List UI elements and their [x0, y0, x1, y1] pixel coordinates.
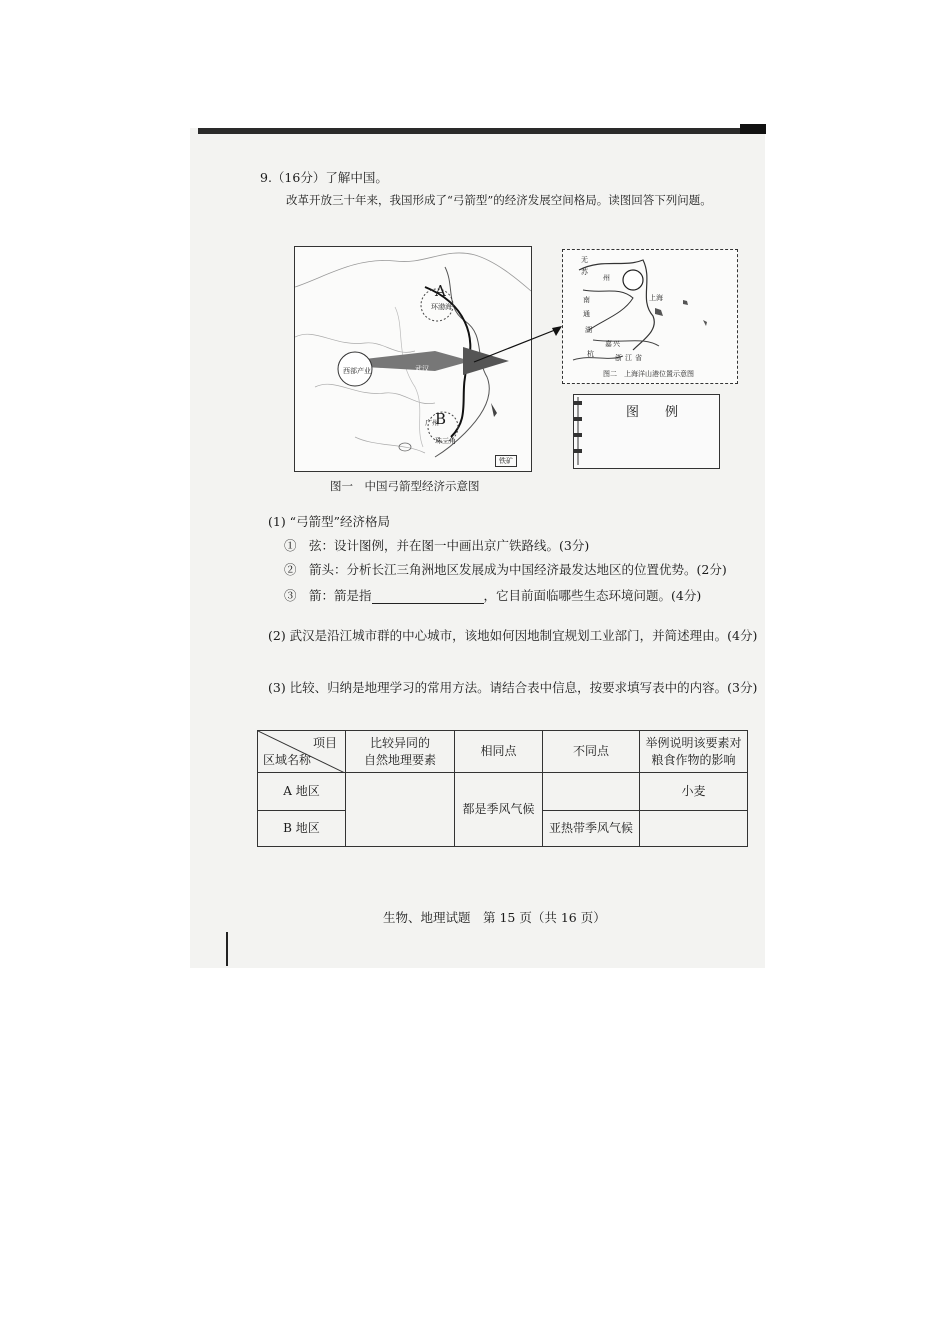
figure2-map — [562, 249, 738, 384]
corner-bottom: 区域名称 — [263, 753, 312, 767]
m2-l7: 杭 — [587, 350, 594, 358]
col-header-diff: 不同点 — [543, 731, 640, 773]
cell-effect-b-answer[interactable] — [640, 811, 748, 847]
answer-table — [257, 730, 748, 847]
scan-edge-top — [198, 128, 765, 134]
col-header-effect — [640, 731, 748, 773]
legend-binding — [572, 397, 584, 467]
col4-line2: 粮食作物的影响 — [651, 752, 736, 767]
m2-l6: 湖 — [585, 326, 592, 334]
label-mine: 铁矿 — [495, 455, 517, 467]
label-a: A — [435, 282, 446, 300]
label-b: B — [435, 410, 447, 428]
figure2-caption: 图二 上海洋山港位置示意图 — [603, 370, 694, 378]
m2-l9: 兴 — [613, 340, 620, 348]
part1-item3-lead: ③ 箭：箭是指 — [284, 588, 372, 603]
cell-effect-a: 小麦 — [640, 773, 748, 811]
cell-elements-answer[interactable] — [346, 773, 455, 847]
m2-l12: 省 — [635, 354, 642, 362]
part1-item3-tail: ，它目前面临哪些生态环境问题。(4分) — [483, 588, 702, 603]
question-title: 9.（16分）了解中国。 — [260, 170, 388, 185]
part1-item2: ② 箭头：分析长江三角洲地区发展成为中国经济最发达地区的位置优势。(2分) — [284, 562, 727, 577]
m2-l10: 浙 — [615, 354, 622, 362]
page-footer: 生物、地理试题 第 15 页（共 16 页） — [383, 910, 606, 925]
m2-l4: 通 — [583, 310, 590, 318]
link-arrow — [470, 318, 570, 368]
label-prd: 珠三角 — [435, 437, 456, 445]
col4-line1: 举例说明该要素对 — [645, 735, 742, 750]
scan-edge-corner — [740, 124, 766, 134]
question-intro: 改革开放三十年来，我国形成了“弓箭型”的经济发展空间格局。读图回答下列问题。 — [286, 193, 712, 207]
figure1-caption: 图一 中国弓箭型经济示意图 — [330, 479, 480, 493]
label-bohai: 环渤海 — [431, 303, 452, 311]
label-west: 西部产业 — [343, 367, 371, 375]
part1-item3 — [284, 588, 701, 604]
m2-l8: 嘉 — [605, 340, 612, 348]
col-header-same: 相同点 — [455, 731, 543, 773]
col-header-elements — [346, 731, 455, 773]
m2-l2: 苏 — [581, 268, 588, 276]
scan-edge-left — [226, 932, 228, 966]
row-a-label: A 地区 — [258, 773, 346, 811]
cell-diff-b: 亚热带季风气候 — [543, 811, 640, 847]
part1-heading: (1) “弓箭型”经济格局 — [268, 514, 390, 529]
col1-line1: 比较异同的 — [369, 735, 430, 750]
part1-item1: ① 弦：设计图例，并在图一中画出京广铁路线。(3分) — [284, 538, 590, 553]
cell-same: 都是季风气候 — [455, 773, 543, 847]
part3-text: (3) 比较、归纳是地理学习的常用方法。请结合表中信息，按要求填写表中的内容。(3分) — [268, 680, 758, 695]
corner-top: 项目 — [312, 736, 337, 750]
label-guangzhou: 广州 — [425, 419, 439, 427]
label-wuhan: 武汉 — [415, 365, 429, 373]
m2-l5: 州 — [603, 274, 610, 282]
row-b-label: B 地区 — [258, 811, 346, 847]
legend-box — [573, 394, 720, 469]
table-corner-cell — [258, 731, 346, 773]
m2-l13: 上海 — [649, 294, 663, 302]
m2-l3: 南 — [583, 296, 590, 304]
part2-text: (2) 武汉是沿江城市群的中心城市，该地如何因地制宜规划工业部门，并简述理由。(4分) — [268, 628, 758, 643]
col1-line2: 自然地理要素 — [363, 752, 436, 767]
legend-title: 图 例 — [626, 405, 679, 420]
m2-l11: 江 — [625, 354, 632, 362]
answer-blank[interactable] — [372, 591, 484, 604]
m2-l1: 无 — [581, 256, 588, 264]
cell-diff-a-answer[interactable] — [543, 773, 640, 811]
